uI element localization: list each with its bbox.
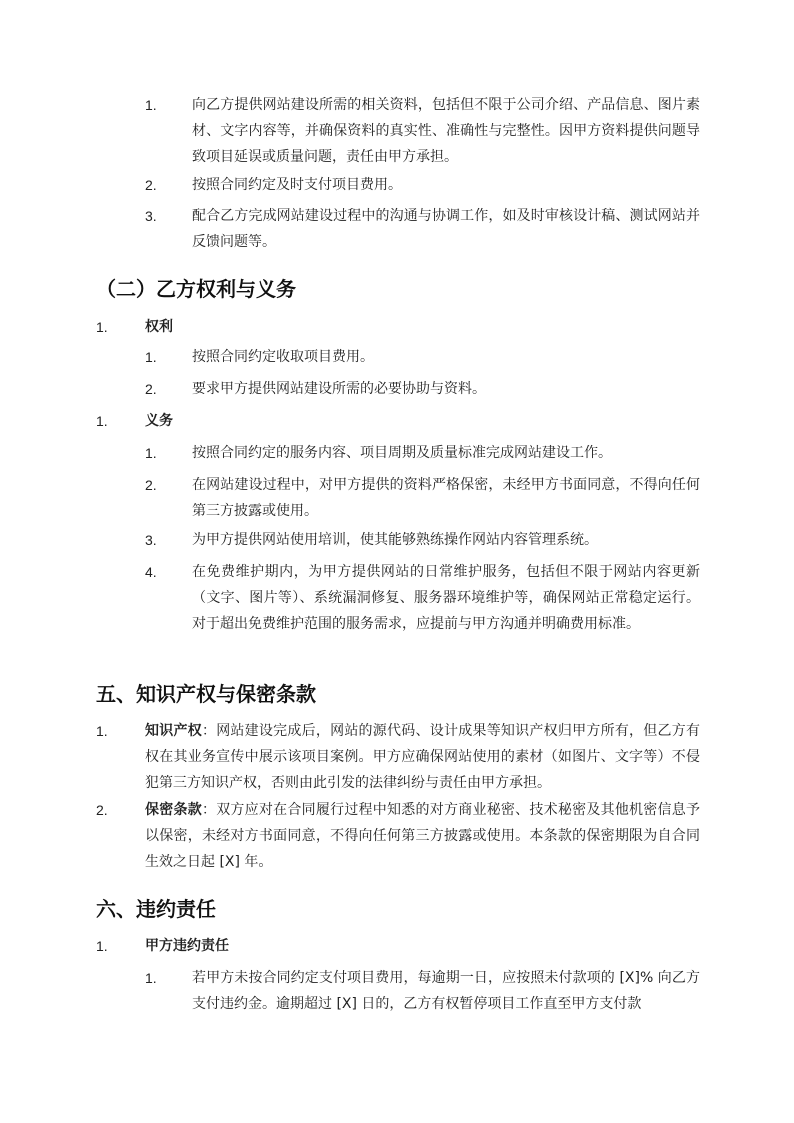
- list-item: 向乙方提供网站建设所需的相关资料，包括但不限于公司介绍、产品信息、图片素材、文字内容等，并确保资料的真实性、准确性与完整性。因甲方资料提供问题导致项目延误或质量问题，责任由甲方承担。: [192, 97, 700, 165]
- list-number: 3.: [145, 532, 157, 548]
- list-number: 1.: [96, 723, 108, 739]
- list-number: 3.: [145, 208, 157, 224]
- subsection-label: 权利: [145, 319, 173, 335]
- list-item: 若甲方未按合同约定支付项目费用，每逾期一日，应按照未付款项的 [X]% 向乙方支付违约金。逾期超过 [X] 日的，乙方有权暂停项目工作直至甲方支付款: [192, 970, 700, 1012]
- list-number: 2.: [145, 477, 157, 493]
- list-number: 1.: [145, 97, 157, 113]
- subsection-label: 义务: [145, 413, 173, 429]
- list-number: 1.: [145, 970, 157, 986]
- list-item: [145, 797, 700, 875]
- list-number: 2.: [145, 177, 157, 193]
- subsection-label: 甲方违约责任: [145, 938, 229, 954]
- clause-label: 知识产权: [145, 723, 202, 739]
- list-item: 按照合同约定及时支付项目费用。: [192, 177, 402, 193]
- list-item: 在免费维护期内，为甲方提供网站的日常维护服务，包括但不限于网站内容更新（文字、图片等）、系统漏洞修复、服务器环境维护等，确保网站正常稳定运行。对于超出免费维护范围的服务需求，应提前与甲方沟通并明确费用标准。: [192, 564, 700, 632]
- list-number: 2.: [145, 381, 157, 397]
- list-item: 按照合同约定的服务内容、项目周期及质量标准完成网站建设工作。: [192, 445, 612, 461]
- list-number: 1.: [145, 349, 157, 365]
- list-number: 1.: [96, 319, 108, 335]
- section-heading: 六、违约责任: [96, 897, 216, 921]
- list-item: 按照合同约定收取项目费用。: [192, 349, 374, 365]
- list-item: 要求甲方提供网站建设所需的必要协助与资料。: [192, 381, 486, 397]
- list-number: 1.: [96, 413, 108, 429]
- list-item: [145, 718, 700, 796]
- clause-label: 保密条款: [145, 802, 202, 818]
- list-number: 4.: [145, 564, 157, 580]
- section-heading: 五、知识产权与保密条款: [96, 682, 316, 706]
- list-number: 2.: [96, 802, 108, 818]
- list-number: 1.: [96, 938, 108, 954]
- list-item: 配合乙方完成网站建设过程中的沟通与协调工作，如及时审核设计稿、测试网站并反馈问题等。: [192, 208, 700, 250]
- section-heading: （二）乙方权利与义务: [96, 277, 296, 301]
- clause-text: ：双方应对在合同履行过程中知悉的对方商业秘密、技术秘密及其他机密信息予以保密，未经对方书面同意，不得向任何第三方披露或使用。本条款的保密期限为自合同生效之日起 [X] 年。: [145, 802, 701, 870]
- clause-text: ：网站建设完成后，网站的源代码、设计成果等知识产权归甲方所有，但乙方有权在其业务宣传中展示该项目案例。甲方应确保网站使用的素材（如图片、文字等）不侵犯第三方知识产权，否则由此引发的法律纠纷与责任由甲方承担。: [145, 723, 701, 791]
- list-item: 在网站建设过程中，对甲方提供的资料严格保密，未经甲方书面同意，不得向任何第三方披露或使用。: [192, 477, 700, 519]
- list-item: 为甲方提供网站使用培训，使其能够熟练操作网站内容管理系统。: [192, 532, 598, 548]
- list-number: 1.: [145, 445, 157, 461]
